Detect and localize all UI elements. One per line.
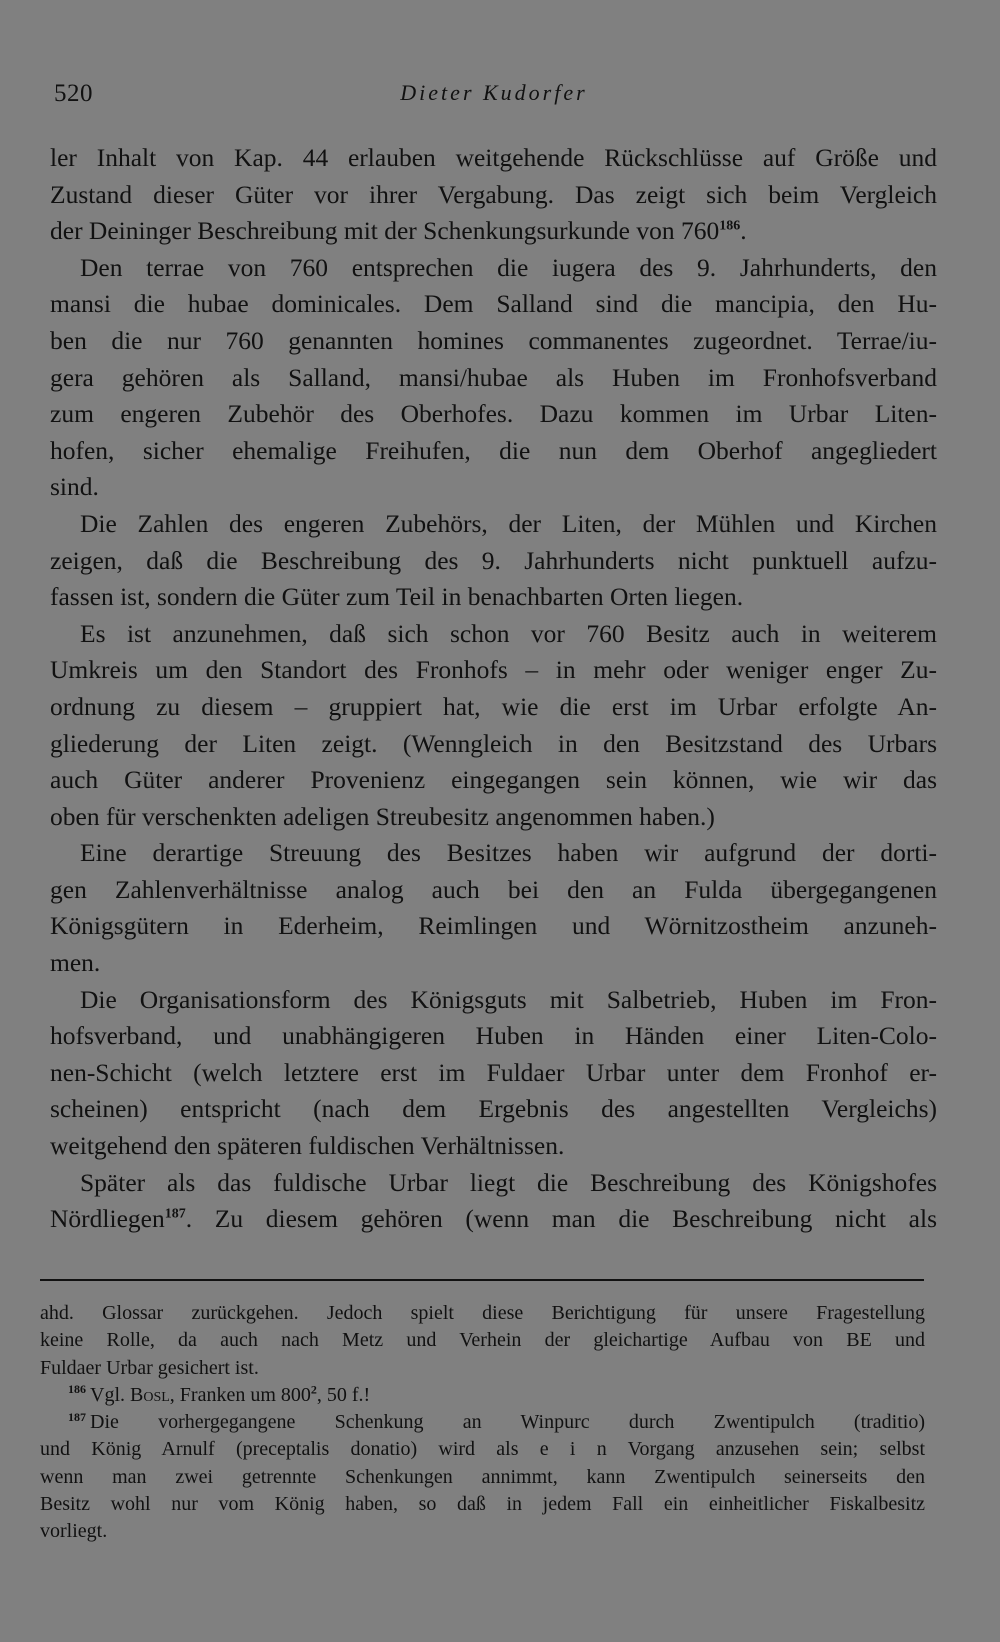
text-line: fassen ist, sondern die Güter zum Teil in benachbarten Orten liegen. — [50, 582, 744, 612]
text-line: auch Güter anderer Provenienz eingegangen sein können, wie wir das — [50, 765, 937, 795]
edition-superscript: 2 — [310, 1382, 317, 1397]
text-line: ben die nur 760 genannten homines commanentes zugeordnet. Terrae/iu- — [50, 325, 937, 355]
footnote-186 — [40, 1382, 925, 1409]
footnote-line: keine Rolle, da auch nach Metz und Verhein der gleichartige Aufbau von BE und — [40, 1329, 925, 1352]
paragraph — [50, 250, 937, 506]
page-header — [54, 80, 934, 116]
footnote-line — [40, 1382, 925, 1409]
footnote-continuation — [40, 1300, 925, 1382]
text-fragment: der Deininger Beschreibung mit der Schenkungsurkunde von 760 — [50, 216, 720, 246]
text-line: Zustand dieser Güter vor ihrer Vergabung. Das zeigt sich beim Vergleich — [50, 179, 937, 209]
text-line: gera gehören als Salland, mansi/hubae als Huben im Fronhofsverband — [50, 362, 937, 392]
text-line: Die Zahlen des engeren Zubehörs, der Liten, der Mühlen und Kirchen — [80, 508, 937, 538]
footnote-line: wenn man zwei getrennte Schenkungen annimmt, kann Zwentipulch seinerseits den — [40, 1465, 925, 1488]
footnote-reference: 187 — [164, 1206, 186, 1222]
text-line: scheinen) entspricht (nach dem Ergebnis des angestellten Vergleichs) — [50, 1094, 937, 1124]
text-line — [50, 1201, 937, 1238]
footnote-187 — [40, 1409, 925, 1545]
paragraph — [50, 1165, 937, 1238]
text-line: weitgehend den späteren fuldischen Verhältnissen. — [50, 1131, 565, 1161]
text-line: hofsverband, und unabhängigeren Huben in Händen einer Liten-Colo- — [50, 1021, 937, 1051]
text-line: Umkreis um den Standort des Fronhofs – in mehr oder weniger enger Zu- — [50, 655, 937, 685]
text-line: gliederung der Liten zeigt. (Wenngleich in den Besitzstand des Urbars — [50, 728, 937, 758]
text-line: Den terrae von 760 entsprechen die iugera des 9. Jahrhunderts, den — [80, 252, 937, 282]
text-fragment: . — [740, 216, 747, 246]
running-head-author: Dieter Kudorfer — [400, 80, 588, 105]
text-line: Eine derartige Streuung des Besitzes haben wir aufgrund der dorti- — [80, 838, 937, 868]
text-fragment: . Zu diesem gehören (wenn man die Beschreibung nicht als — [185, 1204, 937, 1234]
text-line: oben für verschenkten adeligen Streubesitz angenommen haben.) — [50, 801, 715, 831]
paragraph — [50, 506, 937, 616]
text-line: Es ist anzunehmen, daß sich schon vor 760 Besitz auch in weiterem — [80, 618, 937, 648]
text-line: ler Inhalt von Kap. 44 erlauben weitgehende Rückschlüsse auf Größe und — [50, 143, 937, 172]
footnotes — [40, 1300, 925, 1546]
footnote-line: Fuldaer Urbar gesichert ist. — [40, 1356, 259, 1379]
text-line: zeigen, daß die Beschreibung des 9. Jahrhunderts nicht punktuell aufzu- — [50, 545, 937, 575]
text-line: hofen, sicher ehemalige Freihufen, die nun dem Oberhof angegliedert — [50, 435, 937, 465]
paragraph — [50, 982, 937, 1165]
paragraph — [50, 616, 937, 836]
footnote-line: Besitz wohl nur vom König haben, so daß in jedem Fall ein einheitlicher Fiskalbesitz — [40, 1493, 925, 1516]
text-fragment: , 50 f.! — [316, 1383, 371, 1406]
paragraph — [50, 835, 937, 981]
text-fragment: Nördliegen — [50, 1204, 165, 1234]
text-line: Die Organisationsform des Königsguts mit Salbetrieb, Huben im Fron- — [80, 984, 937, 1014]
footnote-line: und König Arnulf (preceptalis donatio) wird als e i n Vorgang anzusehen sein; selbst — [40, 1438, 925, 1461]
page-number: 520 — [54, 80, 93, 107]
footnote-line — [40, 1409, 925, 1436]
text-line — [50, 213, 937, 250]
text-line: mansi die hubae dominicales. Dem Salland sind die mancipia, den Hu- — [50, 289, 937, 319]
cited-author: Bosl — [130, 1383, 170, 1406]
text-line: men. — [50, 948, 101, 978]
footnote-divider — [40, 1279, 924, 1281]
footnote-line: ahd. Glossar zurückgehen. Jedoch spielt diese Berichtigung für unsere Fragestellung — [40, 1302, 925, 1324]
footnote-number: 187 — [68, 1409, 86, 1424]
footnote-number: 186 — [68, 1382, 86, 1397]
text-fragment: Vgl. — [90, 1383, 130, 1406]
text-line: nen-Schicht (welch letztere erst im Fuldaer Urbar unter dem Fronhof er- — [50, 1057, 937, 1087]
text-line: Königsgütern in Ederheim, Reimlingen und Wörnitzostheim anzuneh- — [50, 911, 937, 941]
text-fragment: Die vorhergegangene Schenkung an Winpurc durch Zwentipulch (traditio) — [90, 1411, 925, 1434]
paragraph — [50, 140, 937, 250]
text-fragment: , Franken um 800 — [169, 1383, 311, 1406]
text-line: sind. — [50, 472, 99, 502]
text-line: ordnung zu diesem – gruppiert hat, wie die erst im Urbar erfolgte An- — [50, 691, 937, 721]
footnote-reference: 186 — [719, 218, 741, 234]
main-text — [50, 140, 937, 1238]
text-line: Später als das fuldische Urbar liegt die Beschreibung des Königshofes — [80, 1167, 937, 1197]
footnote-line: vorliegt. — [40, 1520, 108, 1543]
text-line: zum engeren Zubehör des Oberhofes. Dazu kommen im Urbar Liten- — [50, 399, 937, 429]
text-line: gen Zahlenverhältnisse analog auch bei den an Fulda übergegangenen — [50, 874, 937, 904]
